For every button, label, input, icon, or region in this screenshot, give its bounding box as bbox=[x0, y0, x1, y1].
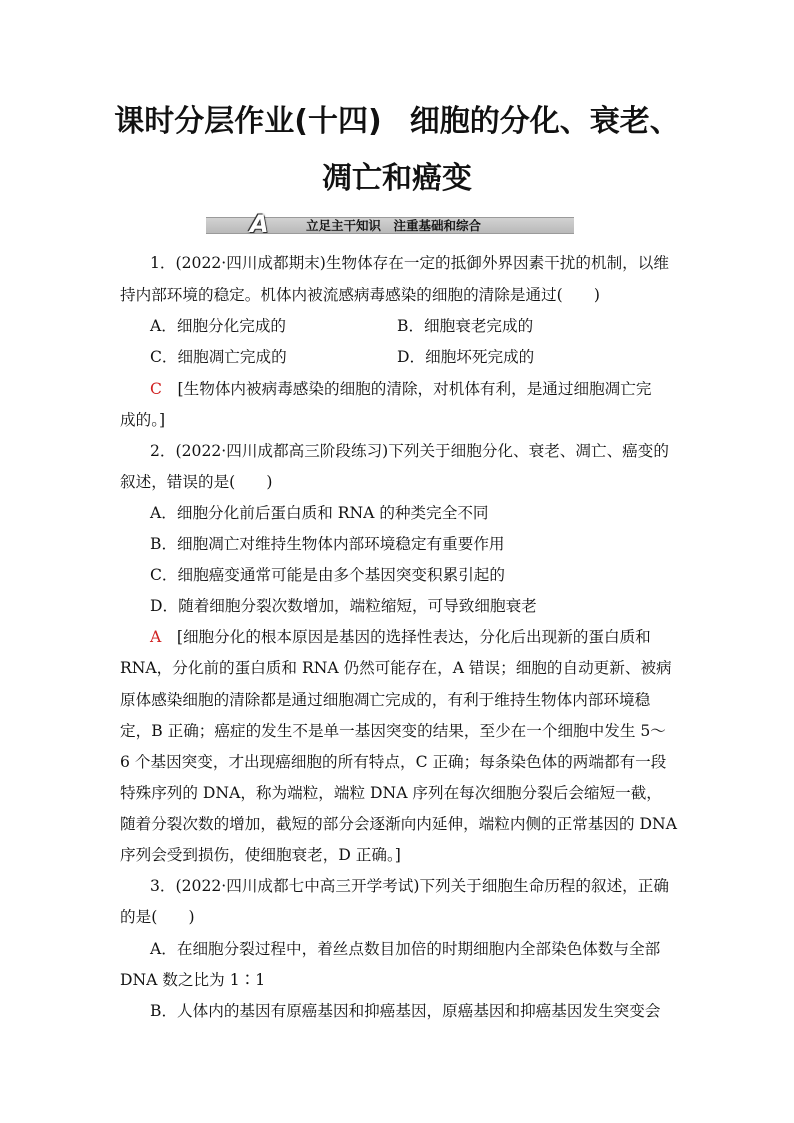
q1-explanation-text: [生物体内被病毒感染的细胞的清除，对机体有利，是通过细胞凋亡完 bbox=[177, 380, 652, 398]
q2-answer: A bbox=[150, 628, 162, 646]
title-topic-part-1: 细胞的分化、衰老、 bbox=[409, 104, 680, 139]
section-letter-icon: A bbox=[250, 210, 269, 238]
q2-explanation-line-2: RNA，分化前的蛋白质和 RNA 仍然可能存在，A 错误；细胞的自动更新、被病 bbox=[120, 659, 672, 677]
q1-stem-line-1: 1．(2022·四川成都期末)生物体存在一定的抵御外界因素干扰的机制，以维 bbox=[150, 254, 669, 272]
q2-option-b: B．细胞凋亡对维持生物体内部环境稳定有重要作用 bbox=[150, 535, 505, 553]
q1-explanation-line-1 bbox=[150, 377, 651, 401]
q2-option-d: D．随着细胞分裂次数增加，端粒缩短，可导致细胞衰老 bbox=[150, 597, 537, 615]
q2-stem-line-1: 2．(2022·四川成都高三阶段练习)下列关于细胞分化、衰老、凋亡、癌变的 bbox=[150, 442, 669, 460]
q3-stem-line-1: 3．(2022·四川成都七中高三开学考试)下列关于细胞生命历程的叙述，正确 bbox=[150, 877, 669, 895]
q2-explanation-text: [细胞分化的根本原因是基因的选择性表达，分化后出现新的蛋白质和 bbox=[176, 628, 651, 646]
q1-option-b: B．细胞衰老完成的 bbox=[397, 317, 534, 335]
q1-explanation-line-2: 成的。] bbox=[120, 411, 166, 429]
q2-explanation-line-7: 随着分裂次数的增加，截短的部分会逐渐向内延伸，端粒内侧的正常基因的 DNA bbox=[120, 815, 677, 833]
section-banner bbox=[206, 212, 574, 238]
q2-explanation-line-8: 序列会受到损伤，使细胞衰老，D 正确。] bbox=[120, 846, 401, 864]
page-title-line-1 bbox=[0, 96, 794, 140]
q3-option-b-line-1: B．人体内的基因有原癌基因和抑癌基因，原癌基因和抑癌基因发生突变会 bbox=[150, 1002, 661, 1020]
section-banner-text: 立足主干知识 注重基础和综合 bbox=[306, 218, 482, 233]
q1-stem-line-2: 持内部环境的稳定。机体内被流感病毒感染的细胞的清除是通过( ) bbox=[120, 286, 600, 304]
q1-option-a: A．细胞分化完成的 bbox=[150, 317, 287, 335]
q2-stem-line-2: 叙述，错误的是( ) bbox=[120, 473, 273, 491]
q2-explanation-line-6: 特殊序列的 DNA，称为端粒，端粒 DNA 序列在每次细胞分裂后会缩短一截， bbox=[120, 784, 662, 802]
q2-explanation-line-1 bbox=[150, 625, 651, 649]
page-title-line-2: 凋亡和癌变 bbox=[322, 161, 472, 196]
q2-explanation-line-3: 原体感染细胞的清除都是通过细胞凋亡完成的，有利于维持生物体内部环境稳 bbox=[120, 691, 651, 709]
q1-option-d: D．细胞坏死完成的 bbox=[397, 348, 535, 366]
q3-stem-line-2: 的是( ) bbox=[120, 908, 195, 926]
q3-option-a-line-1: A．在细胞分裂过程中，着丝点数目加倍的时期细胞内全部染色体数与全部 bbox=[150, 940, 661, 958]
q1-answer: C bbox=[150, 380, 162, 398]
q2-option-a: A．细胞分化前后蛋白质和 RNA 的种类完全不同 bbox=[150, 504, 489, 522]
q3-option-a-line-2: DNA 数之比为 1∶1 bbox=[120, 971, 266, 989]
q1-option-c: C．细胞凋亡完成的 bbox=[150, 348, 287, 366]
q2-explanation-line-4: 定，B 正确；癌症的发生不是单一基因突变的结果，至少在一个细胞中发生 5～ bbox=[120, 722, 666, 740]
title-series: 课时分层作业(十四) bbox=[114, 104, 382, 139]
q2-option-c: C．细胞癌变通常可能是由多个基因突变积累引起的 bbox=[150, 566, 505, 584]
q2-explanation-line-5: 6 个基因突变，才出现癌细胞的所有特点，C 正确；每条染色体的两端都有一段 bbox=[120, 753, 667, 771]
